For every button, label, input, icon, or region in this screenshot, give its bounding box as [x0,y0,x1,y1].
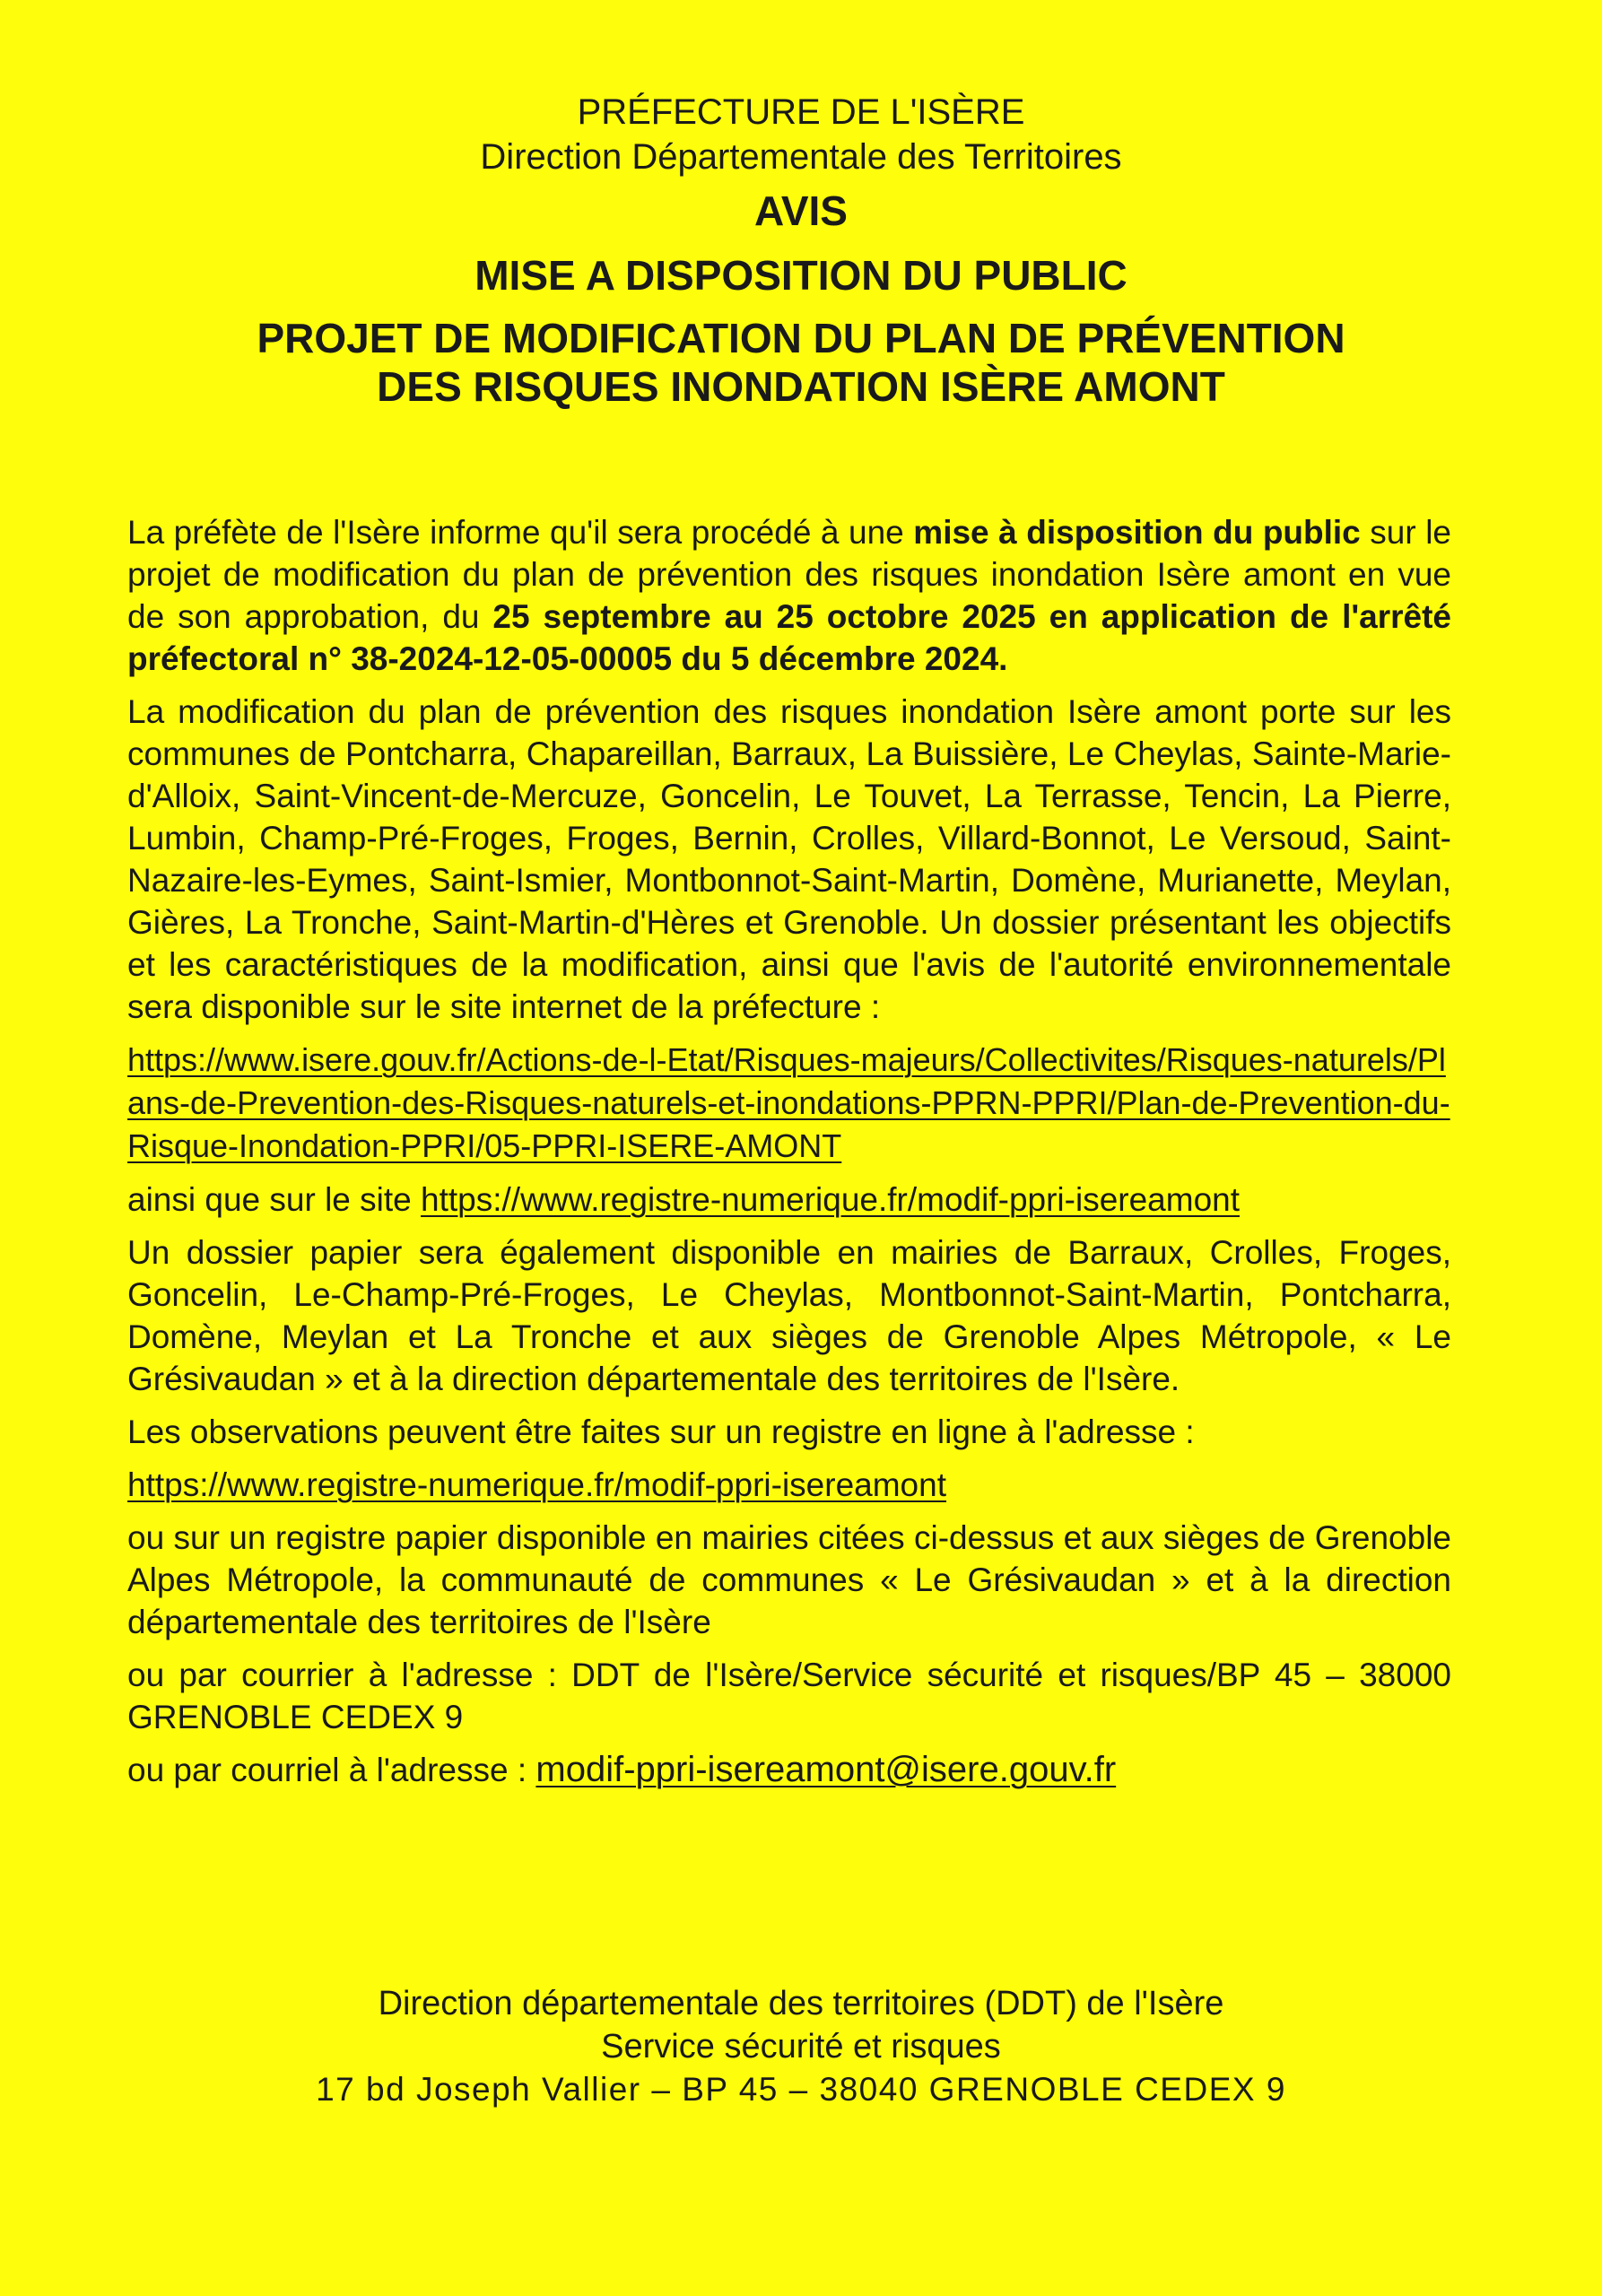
footer-address: 17 bd Joseph Vallier – BP 45 – 38040 GRENOBLE CEDEX 9 [316,2071,1286,2108]
projet-title-line-1: PROJET DE MODIFICATION DU PLAN DE PRÉVENTION [257,315,1345,361]
notice-footer [0,1982,1602,2111]
observations-url-block [127,1464,1451,1506]
observations-registre-link[interactable]: https://www.registre-numerique.fr/modif-ppri-isereamont [127,1466,946,1503]
footer-service: Service sécurité et risques [601,2028,1001,2066]
courriel-prefix: ou par courriel à l'adresse : [127,1752,536,1788]
observations-papier: ou sur un registre papier disponible en mairies citées ci-dessus et aux sièges de Grenoble Alpes Métropole, la communauté de communes « Le Grésivaudan » et à la direction départementale des territoires de l'Isère [127,1519,1451,1640]
notice-body [127,511,1451,1802]
intro-bold-1: mise à disposition du public [913,514,1361,551]
footer-ddt: Direction départementale des territoires (DDT) de l'Isère [378,1985,1224,2022]
intro-text-1: La préfète de l'Isère informe qu'il sera procédé à une [127,514,914,551]
observations-courrier: ou par courrier à l'adresse : DDT de l'Isère/Service sécurité et risques/BP 45 – 38000 GRENOBLE CEDEX 9 [127,1657,1451,1735]
registre-site-prefix: ainsi que sur le site [127,1181,422,1218]
observations-courriel [127,1749,1451,1791]
dossier-papier-paragraph: Un dossier papier sera également disponible en mairies de Barraux, Crolles, Froges, Goncelin, Le-Champ-Pré-Froges, Le Cheylas, Montbonnot-Saint-Martin, Pontcharra, Domène, Meylan et La Tronche et aux sièges de Grenoble Alpes Métropole, « Le Grésivaudan » et à la direction départementale des territoires de l'Isère. [127,1234,1451,1397]
modification-paragraph: La modification du plan de prévention des risques inondation Isère amont porte sur les communes de Pontcharra, Chapareillan, Barraux, La Buissière, Le Cheylas, Sainte-Marie-d'Alloix, Saint-Vincent-de-Mercuze, Goncelin, Le Touvet, La Terrasse, Tencin, La Pierre, Lumbin, Champ-Pré-Froges, Froges, Bernin, Crolles, Villard-Bonnot, Le Versoud, Saint-Nazaire-les-Eymes, Saint-Ismier, Montbonnot-Saint-Martin, Domène, Murianette, Meylan, Gières, La Tronche, Saint-Martin-d'Hères et Grenoble. Un dossier présentant les objectifs et les caractéristiques de la modification, ainsi que l'avis de l'autorité environnementale sera disponible sur le site internet de la préfecture : [127,693,1451,1025]
registre-site-link[interactable]: https://www.registre-numerique.fr/modif-ppri-isereamont [421,1181,1241,1218]
notice-header [0,90,1602,411]
intro-paragraph [127,511,1451,680]
registre-site-paragraph [127,1178,1451,1221]
prefecture-url-link[interactable]: https://www.isere.gouv.fr/Actions-de-l-Etat/Risques-majeurs/Collectivites/Risques-naturels/Plans-de-Prevention-des-Risques-naturels-et-inondations-PPRN-PPRI/Plan-de-Prevention-du-Risque-Inondation-PPRI/05-PPRI-ISERE-AMONT [127,1041,1450,1164]
courriel-email-link[interactable]: modif-ppri-isereamont@isere.gouv.fr [535,1750,1117,1789]
avis-title: AVIS [754,187,848,234]
mise-title: MISE A DISPOSITION DU PUBLIC [475,252,1127,299]
prefecture-title: PRÉFECTURE DE L'ISÈRE [577,92,1025,132]
intro-text-2: sur le projet de modification du plan de prévention des risques inondation Isère amont en vue de son approbation, du [127,514,1452,635]
observations-intro: Les observations peuvent être faites sur un registre en ligne à l'adresse : [127,1413,1195,1450]
intro-bold-2: 25 septembre au 25 octobre 2025 en application de l'arrêté préfectoral n° 38-2024-12-05-00005 du 5 décembre 2024. [127,598,1451,677]
projet-title-line-2: DES RISQUES INONDATION ISÈRE AMONT [377,363,1225,410]
direction-title: Direction Départementale des Territoires [480,137,1122,177]
prefecture-url-block [127,1039,1451,1168]
